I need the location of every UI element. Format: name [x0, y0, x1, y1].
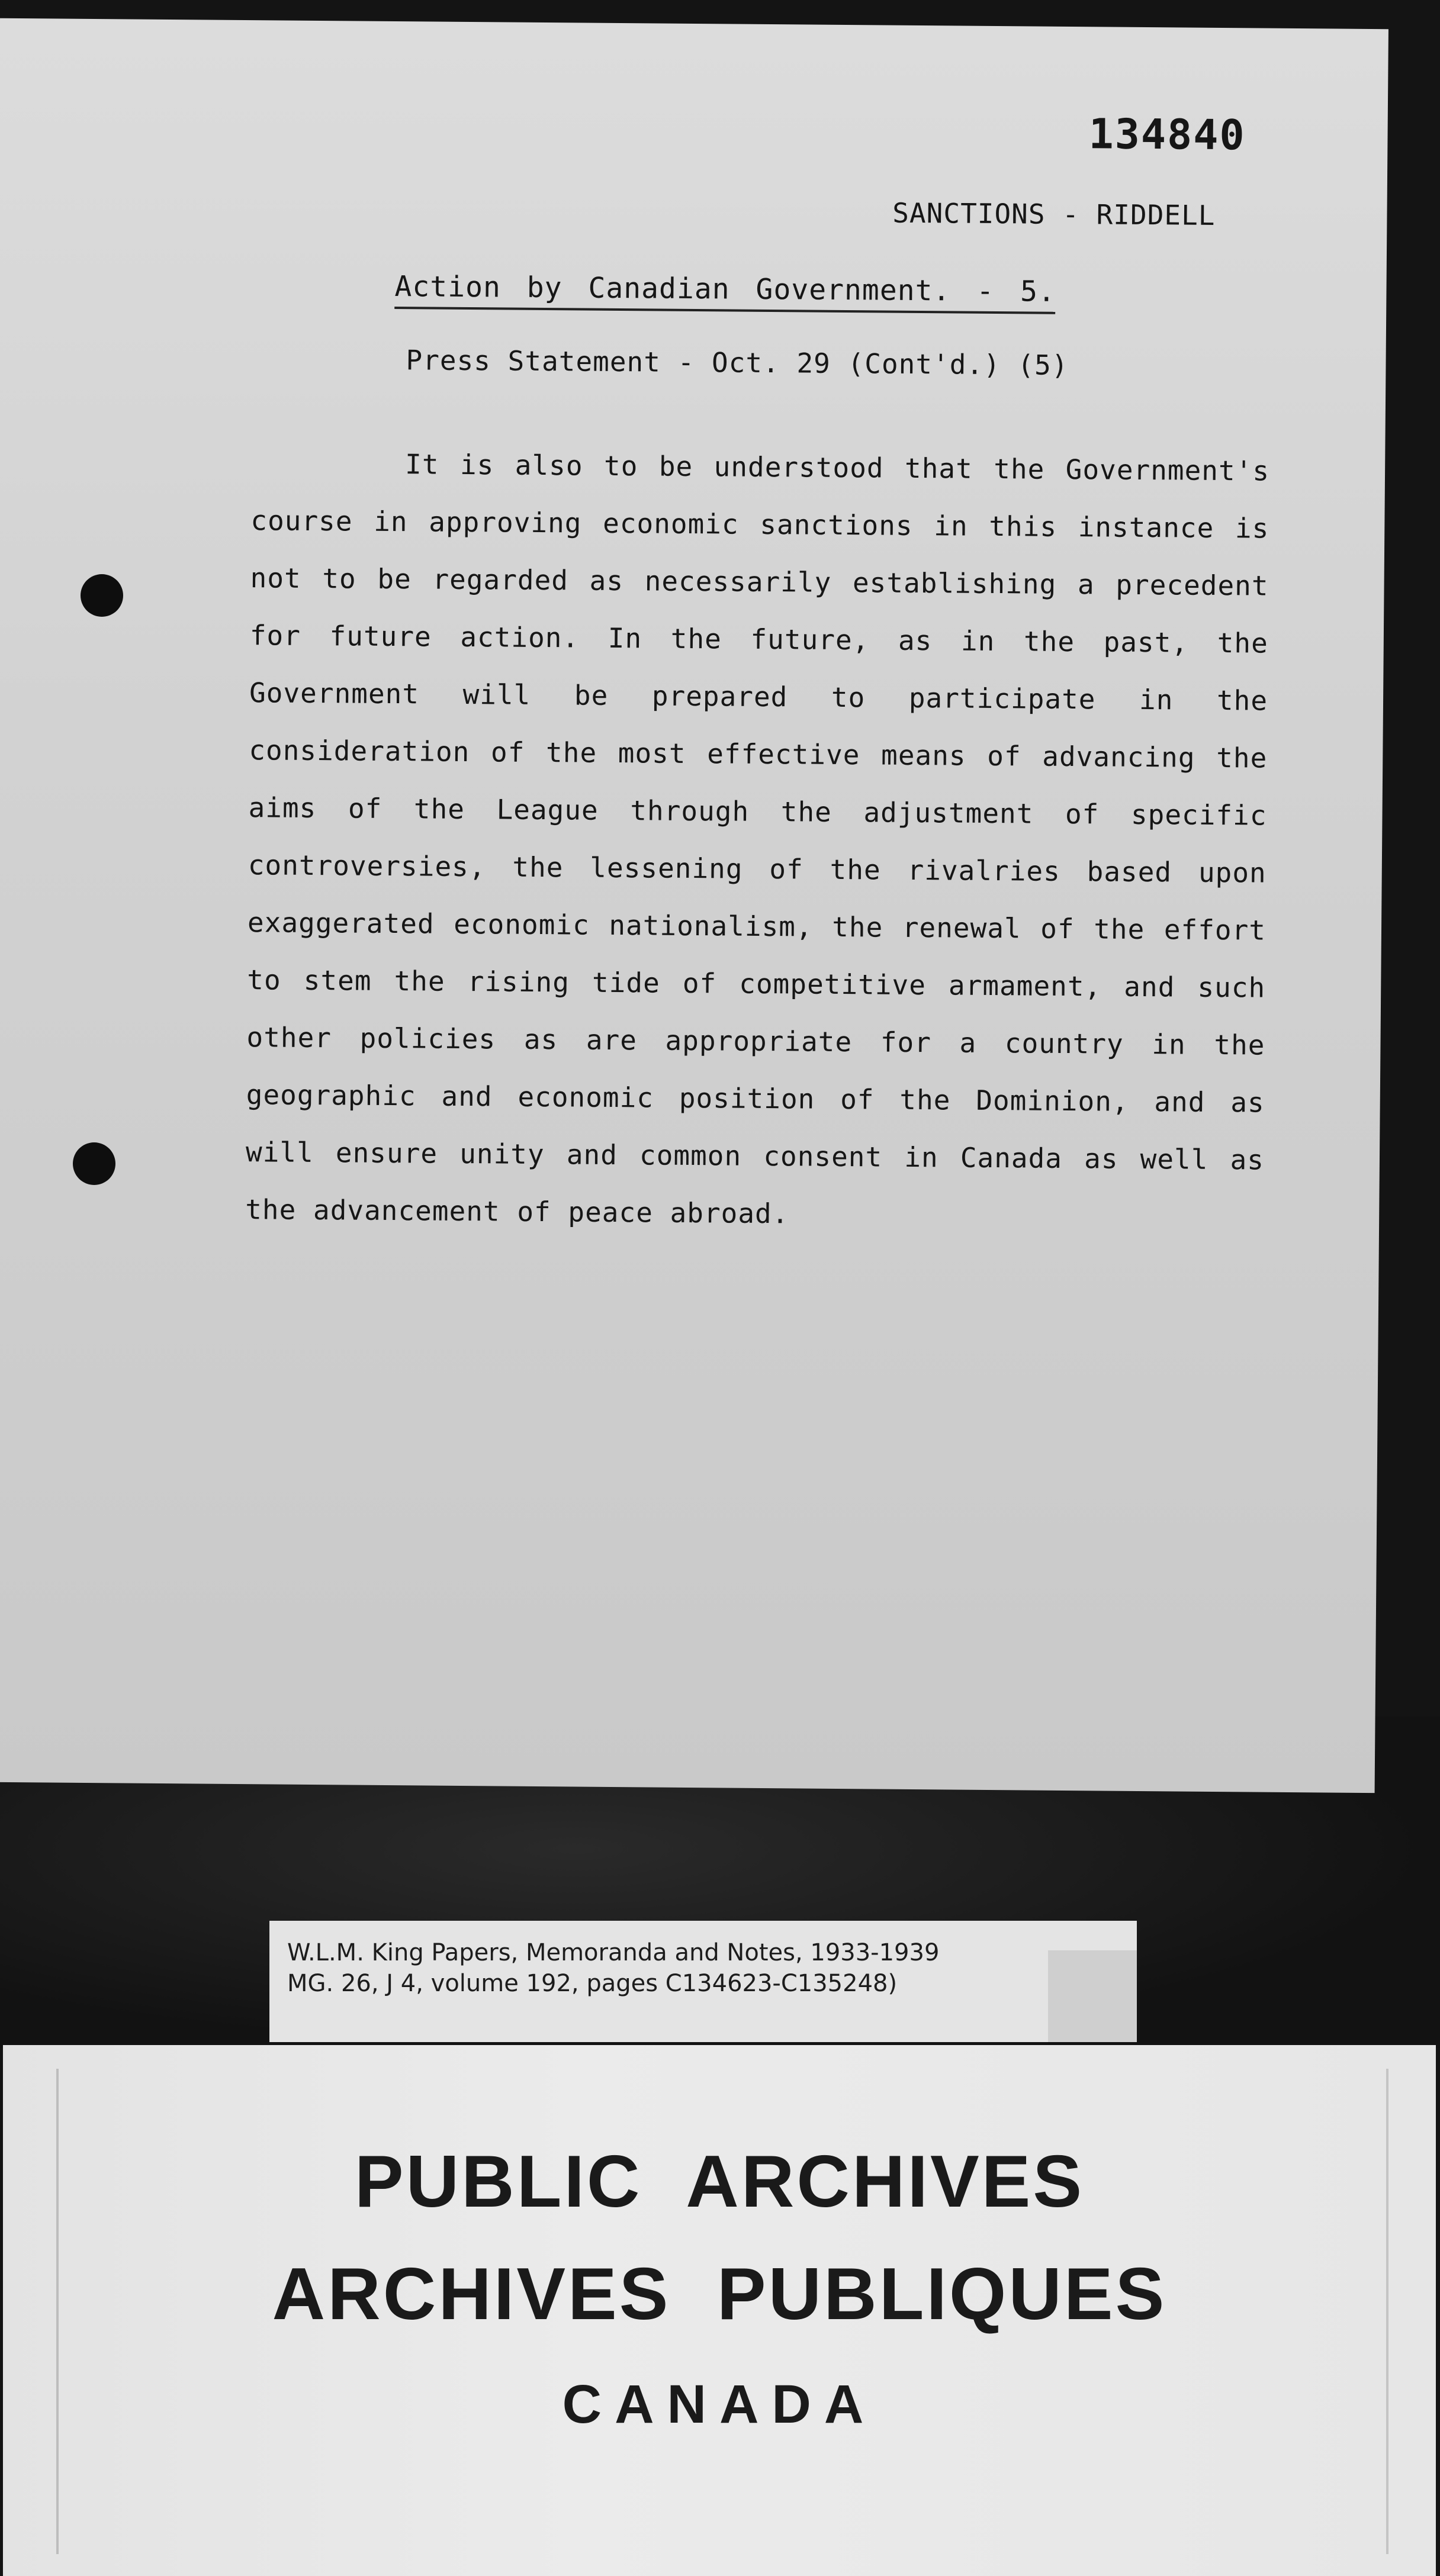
file-header: SANCTIONS - RIDDELL [892, 197, 1216, 231]
body-paragraph: It is also to be understood that the Government's course in approving economic sanctions in this instance is not to be regarded as necessarily establishing a precedent for future action. In the future, as in the past, the Government will be prepared to participate in the consideration of the most effective means of advancing the aims of the League through the adjustment of specific controversies, the lessening of the rivalries based upon exaggerated economic nationalism, the renewal of the effort to stem the rising tide of competitive armament, and such other policies as are appropriate for a country in the geographic and economic position of the Dominion, and as will ensure unity and common consent in Canada as well as the advancement of peace abroad. [245, 448, 1270, 1230]
reference-line-1: W.L.M. King Papers, Memoranda and Notes, 1933-1939 [287, 1939, 940, 1966]
punch-hole-top [81, 574, 123, 617]
document-title: Action by Canadian Government. - 5. [394, 270, 1056, 314]
document-subtitle: Press Statement - Oct. 29 (Cont'd.) (5) [406, 344, 1069, 381]
archives-line-english: PUBLIC ARCHIVES [354, 2141, 1085, 2223]
archives-line-country: CANADA [562, 2374, 877, 2435]
reference-line-2: MG. 26, J 4, volume 192, pages C134623-C135248) [287, 1970, 898, 1997]
archive-reference-label [269, 1921, 1137, 2042]
punch-hole-bottom [73, 1142, 115, 1185]
document-page [0, 18, 1388, 1793]
document-number: 134840 [1088, 110, 1246, 160]
public-archives-card [3, 2045, 1436, 2576]
archives-line-french: ARCHIVES PUBLIQUES [272, 2253, 1167, 2335]
label-tab [1048, 1950, 1137, 2042]
